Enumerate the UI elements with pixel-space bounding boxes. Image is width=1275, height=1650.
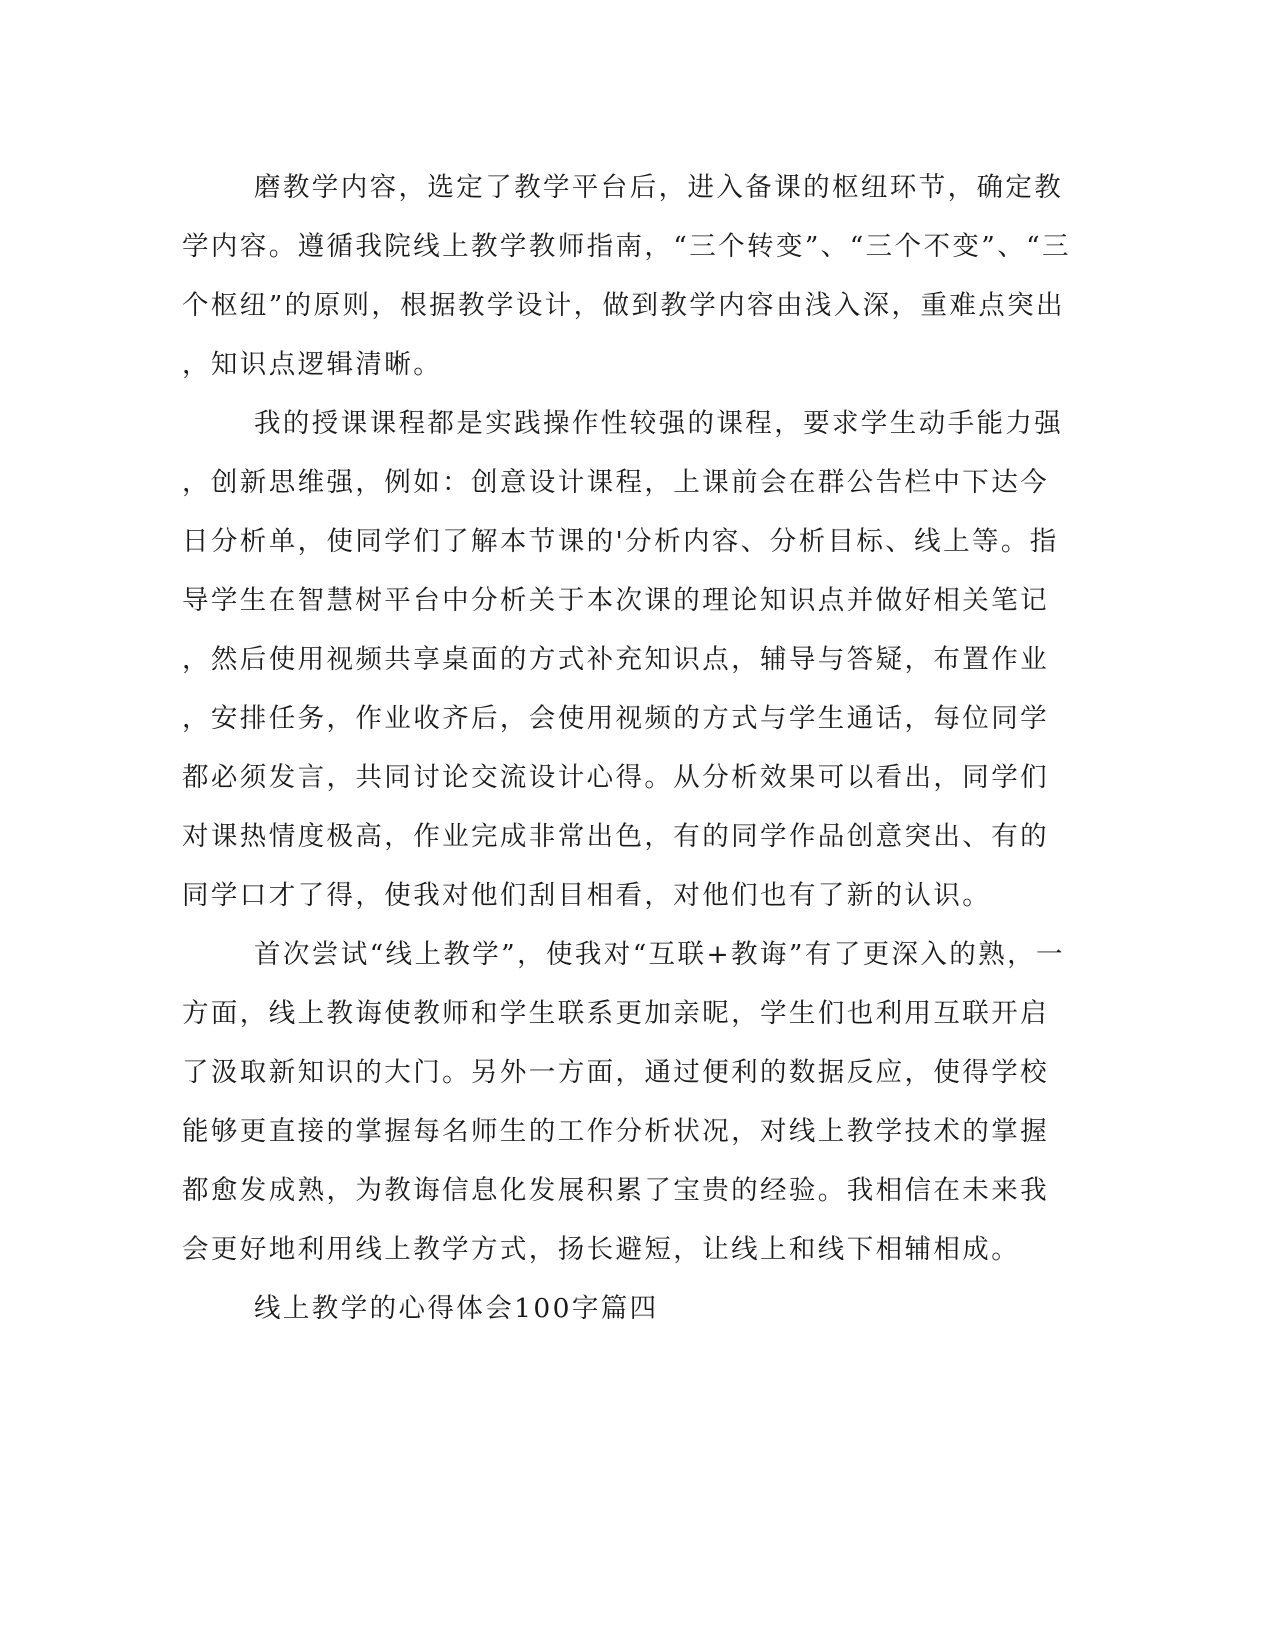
- paragraph-line: 都必须发言，共同讨论交流设计心得。从分析效果可以看出，同学们: [182, 762, 1049, 793]
- document-body: [182, 158, 1071, 1338]
- paragraph-line: ，知识点逻辑清晰。: [182, 349, 443, 380]
- paragraph-line: 日分析单，使同学们了解本节课的'分析内容、分析目标、线上等。指: [182, 526, 1059, 557]
- paragraph-line: 会更好地利用线上教学方式，扬长避短，让线上和线下相辅相成。: [182, 1234, 1021, 1265]
- paragraph-line: 方面，线上教诲使教师和学生联系更加亲昵，学生们也利用互联开启: [182, 998, 1049, 1029]
- paragraph-line: ，安排任务，作业收齐后，会使用视频的方式与学生通话，每位同学: [182, 703, 1049, 734]
- paragraph-line: 首次尝试“线上教学”，使我对“互联+教诲”有了更深入的熟，一: [254, 939, 1065, 970]
- paragraph-line: 导学生在智慧树平台中分析关于本次课的理论知识点并做好相关笔记: [182, 585, 1049, 616]
- paragraph-line: 能够更直接的掌握每名师生的工作分析状况，对线上教学技术的掌握: [182, 1116, 1049, 1147]
- paragraph-line: 我的授课课程都是实践操作性较强的课程，要求学生动手能力强: [254, 408, 1064, 439]
- paragraph-line: 个枢纽”的原则，根据教学设计，做到教学内容由浅入深，重难点突出: [182, 290, 1065, 321]
- paragraph-line: ，创新思维强，例如：创意设计课程，上课前会在群公告栏中下达今: [182, 467, 1049, 498]
- paragraph-line: ，然后使用视频共享桌面的方式补充知识点，辅导与答疑，布置作业: [182, 644, 1049, 675]
- paragraph-line: 学内容。遵循我院线上教学教师指南，“三个转变”、“三个不变”、“三: [182, 231, 1071, 262]
- paragraph-line: 磨教学内容，选定了教学平台后，进入备课的枢纽环节，确定教: [254, 172, 1064, 203]
- section-heading: 线上教学的心得体会100字篇四: [254, 1293, 659, 1324]
- paragraph-line: 对课热情度极高，作业完成非常出色，有的同学作品创意突出、有的: [182, 821, 1049, 852]
- paragraph-line: 了汲取新知识的大门。另外一方面，通过便利的数据反应，使得学校: [182, 1057, 1049, 1088]
- paragraph-line: 同学口才了得，使我对他们刮目相看，对他们也有了新的认识。: [182, 880, 992, 911]
- paragraph-line: 都愈发成熟，为教诲信息化发展积累了宝贵的经验。我相信在未来我: [182, 1175, 1049, 1206]
